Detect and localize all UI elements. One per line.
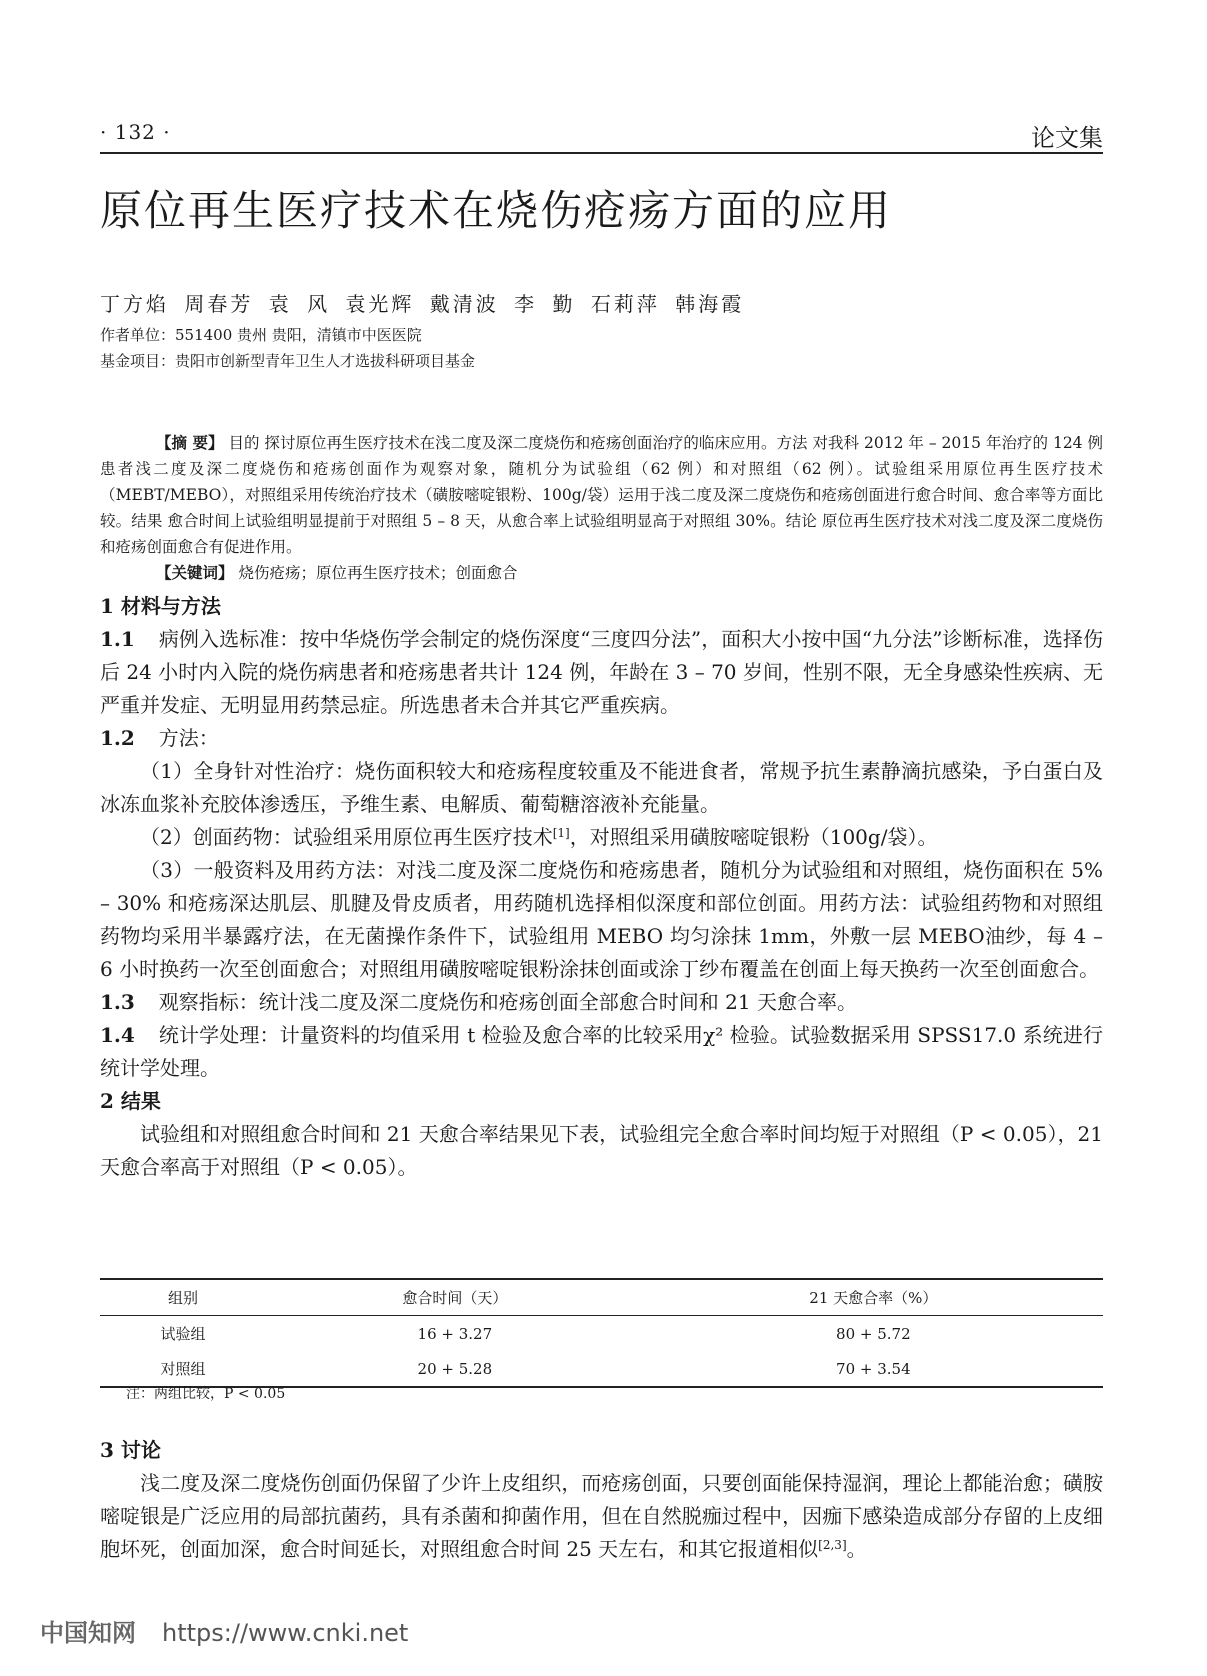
paragraph-1-3	[100, 986, 1103, 1019]
table-row	[100, 1351, 1103, 1387]
method-2	[100, 821, 1103, 854]
keywords	[156, 560, 1103, 586]
section-heading: 1 材料与方法	[100, 594, 221, 618]
table-cell: 80 + 5.72	[836, 1324, 911, 1343]
abstract-paragraph	[100, 430, 1103, 560]
column-header: 组别	[100, 1279, 266, 1316]
keywords-label: 【关键词】	[156, 563, 234, 582]
table-row	[100, 1316, 1103, 1352]
column-header: 愈合时间（天）	[266, 1279, 644, 1316]
method-1: （1）全身针对性治疗：烧伤面积较大和疮疡程度较重及不能进食者，常规予抗生素静滴抗感染，予白蛋白及冰冻血浆补充胶体渗透压，予维生素、电解质、葡萄糖溶液补充能量。	[100, 759, 1103, 816]
paragraph-text: 浅二度及深二度烧伤创面仍保留了少许上皮组织，而疮疡创面，只要创面能保持湿润，理论上都能治愈；磺胺嘧啶银是广泛应用的局部抗菌药，具有杀菌和抑菌作用，但在自然脱痂过程中，因痂下感染造成部分存留的上皮细胞坏死，创面加深，愈合时间延长，对照组愈合时间 25 天左右，和其它报道相似	[100, 1471, 1103, 1561]
fund: 基金项目：贵阳市创新型青年卫生人才选拔科研项目基金	[100, 352, 476, 370]
cnki-logo: 中国知网	[40, 1619, 136, 1647]
paragraph-1-1	[100, 623, 1103, 722]
table-cell: 20 + 5.28	[266, 1351, 644, 1387]
section-heading: 3 讨论	[100, 1438, 161, 1462]
column-header: 21 天愈合率（%）	[644, 1279, 1103, 1316]
abstract-label: 【摘 要】	[156, 433, 224, 452]
paragraph-text: ，对照组采用磺胺嘧啶银粉（100g/袋）。	[569, 825, 938, 849]
paragraph-text: 方法：	[158, 726, 219, 750]
table-cell: 70 + 3.54	[644, 1351, 1103, 1387]
results-table	[100, 1278, 1103, 1388]
citation: [2,3]	[818, 1538, 847, 1552]
subsection-number: 1.1	[100, 627, 135, 651]
header-rule	[100, 152, 1103, 154]
subsection-number: 1.2	[100, 726, 135, 750]
paragraph-text: 病例入选标准：按中华烧伤学会制定的烧伤深度“三度四分法”，面积大小按中国“九分法”诊断标准，选择伤后 24 小时内入院的烧伤病患者和疮疡患者共计 124 例，年龄在 3 – 70 岁间，性别不限，无全身感染性疾病、无严重并发症、无明显用药禁忌症。所选患者未合并其它严重疾病。	[100, 627, 1103, 717]
section-1	[100, 590, 1103, 1184]
affiliation: 作者单位：551400 贵州 贵阳，清镇市中医医院	[100, 326, 422, 344]
abstract-text: 目的 探讨原位再生医疗技术在浅二度及深二度烧伤和疮疡创面治疗的临床应用。方法 对我科 2012 年 – 2015 年治疗的 124 例患者浅二度及深二度烧伤和疮疡创面作为观察对象，随机分为试验组（62 例）和对照组（62 例）。试验组采用原位再生医疗技术（MEBT/MEBO），对照组采用传统治疗技术（磺胺嘧啶银粉、100g/袋）运用于浅二度及深二度烧伤和疮疡创面进行愈合时间、愈合率等方面比较。结果 愈合时间上试验组明显提前于对照组 5 – 8 天，从愈合率上试验组明显高于对照组 30%。结论 原位再生医疗技术对浅二度及深二度烧伤和疮疡创面愈合有促进作用。	[100, 434, 1103, 556]
citation: [1]	[552, 826, 570, 840]
paragraph-1-4	[100, 1019, 1103, 1085]
paper-title: 原位再生医疗技术在烧伤疮疡方面的应用	[100, 186, 893, 235]
keywords-text: 烧伤疮疡；原位再生医疗技术；创面愈合	[233, 564, 518, 582]
section-3	[100, 1434, 1103, 1566]
method-3: （3）一般资料及用药方法：对浅二度及深二度烧伤和疮疡患者，随机分为试验组和对照组，烧伤面积在 5% – 30% 和疮疡深达肌层、肌腱及骨皮质者，用药随机选择相似深度和部位创面。用药方法：试验组药物和对照组药物均采用半暴露疗法，在无菌操作条件下，试验组用 MEBO 均匀涂抹 1mm，外敷一层 MEBO油纱，每 4 – 6 小时换药一次至创面愈合；对照组用磺胺嘧啶银粉涂抹创面或涂丁纱布覆盖在创面上每天换药一次至创面愈合。	[100, 858, 1103, 981]
authors: 丁方焰 周春芳 袁 风 袁光辉 戴清波 李 勤 石莉萍 韩海霞	[100, 292, 745, 316]
table-header-row	[100, 1279, 1103, 1316]
table-cell: 试验组	[160, 1325, 206, 1343]
table-cell: 16 + 3.27	[417, 1324, 493, 1343]
subsection-number: 1.3	[100, 990, 135, 1014]
footer-watermark	[40, 1613, 408, 1648]
paragraph-1-2	[100, 722, 1103, 755]
paragraph-text: 。	[846, 1537, 867, 1561]
paragraph-text: 观察指标：统计浅二度及深二度烧伤和疮疡创面全部愈合时间和 21 天愈合率。	[158, 990, 857, 1014]
table-note: 注：两组比较，P < 0.05	[126, 1386, 286, 1402]
subsection-number: 1.4	[100, 1023, 135, 1047]
cnki-url[interactable]: https://www.cnki.net	[162, 1619, 409, 1647]
discussion-paragraph	[100, 1467, 1103, 1566]
page-number: · 132 ·	[100, 120, 171, 144]
abstract	[100, 430, 1103, 586]
journal-name: 论文集	[1031, 124, 1103, 152]
paragraph-text: （2）创面药物：试验组采用原位再生医疗技术	[140, 825, 553, 849]
results-paragraph: 试验组和对照组愈合时间和 21 天愈合率结果见下表，试验组完全愈合率时间均短于对照组（P < 0.05），21 天愈合率高于对照组（P < 0.05）。	[100, 1122, 1103, 1179]
section-heading: 2 结果	[100, 1089, 161, 1113]
paragraph-text: 统计学处理：计量资料的均值采用 t 检验及愈合率的比较采用χ² 检验。试验数据采用 SPSS17.0 系统进行统计学处理。	[100, 1023, 1103, 1080]
table-cell: 对照组	[100, 1351, 266, 1387]
